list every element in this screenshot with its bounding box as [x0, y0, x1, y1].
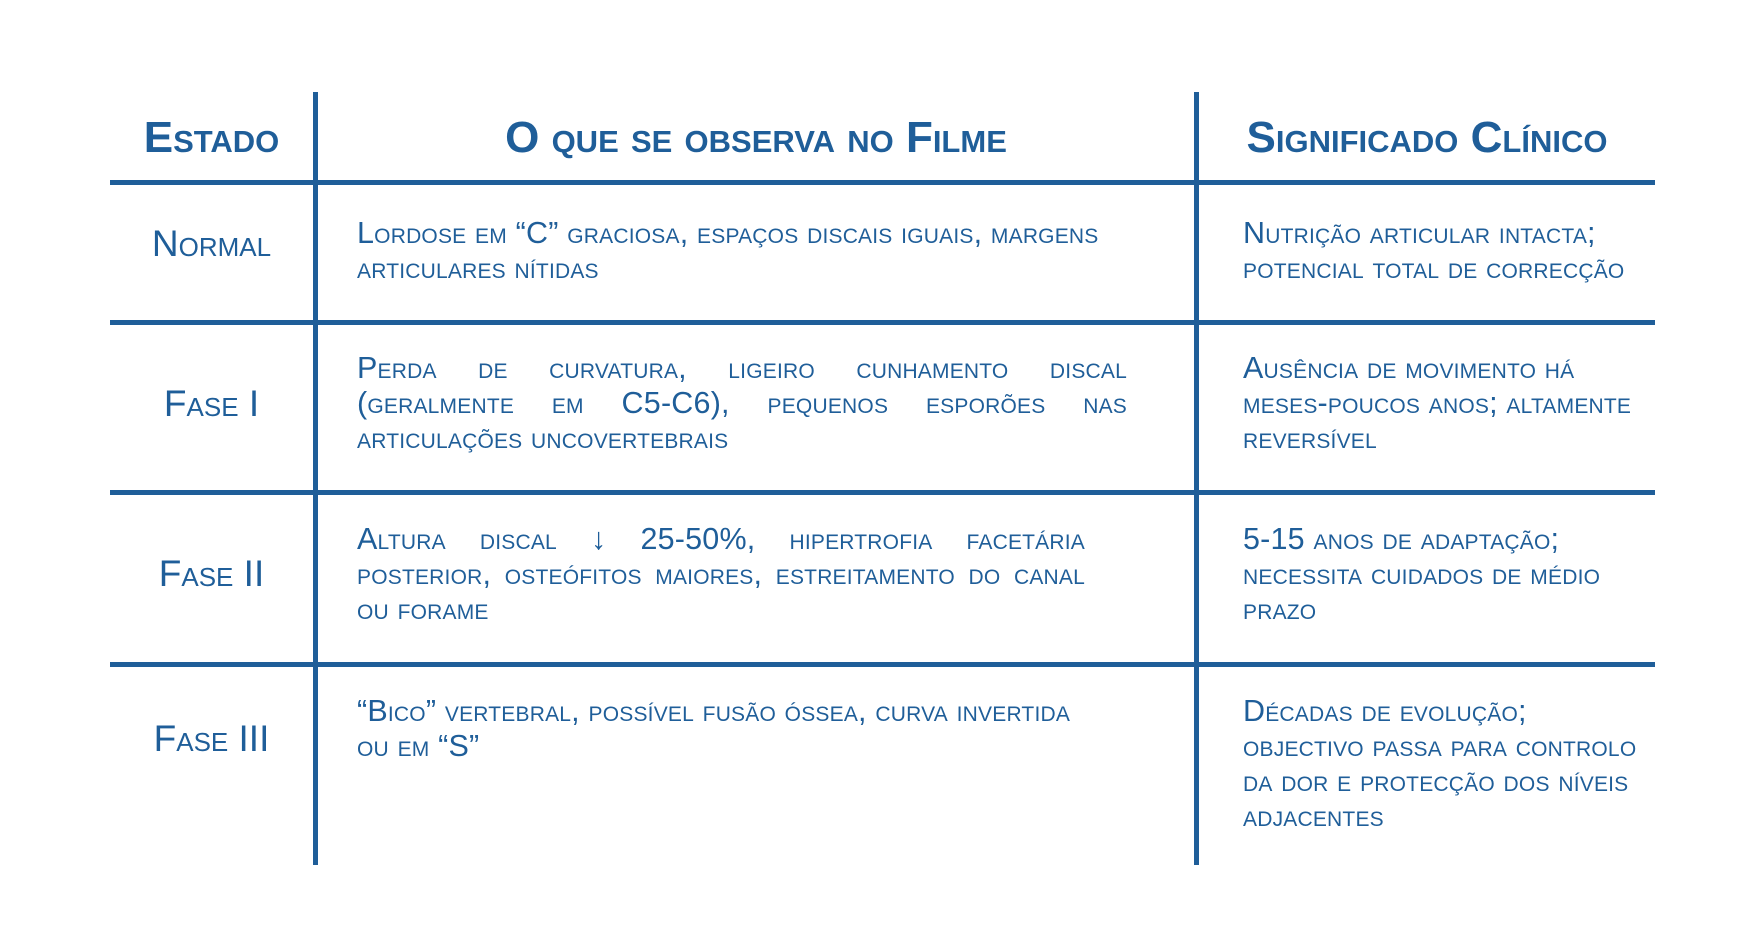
staging-table — [110, 92, 1655, 865]
row-divider-2 — [110, 490, 1655, 495]
column-divider-2 — [1194, 92, 1199, 865]
row-4-state: Fase III — [153, 718, 270, 759]
row-2-observation: Perda de curvatura, ligeiro cunhamento discal (geralmente em C5-C6), pequenos esporões nas articulações uncovertebrais — [357, 351, 1127, 455]
row-divider-1 — [110, 320, 1655, 325]
row-4-significance: Décadas de evolução; objectivo passa para controlo da dor e protecção dos níveis adjacentes — [1243, 694, 1637, 833]
row-4-observation: “Bico” vertebral, possível fusão óssea, curva invertida ou em “S” — [357, 694, 1071, 763]
row-2-state: Fase I — [163, 383, 260, 424]
column-divider-1 — [313, 92, 318, 865]
row-3-observation: Altura discal ↓ 25-50%, hipertrofia facetária posterior, osteófitos maiores, estreitamento do canal ou forame — [357, 522, 1085, 626]
row-divider-3 — [110, 662, 1655, 667]
header-divider — [110, 180, 1655, 185]
row-3-significance: 5-15 anos de adaptação; necessita cuidados de médio prazo — [1243, 522, 1601, 626]
header-observation: O que se observa no Filme — [505, 113, 1007, 162]
row-1-state: Normal — [151, 223, 272, 264]
row-1-significance: Nutrição articular intacta; potencial total de correcção — [1243, 216, 1625, 285]
header-significance: Significado Clínico — [1246, 113, 1608, 162]
row-1-observation: Lordose em “C” graciosa, espaços discais iguais, margens articulares nítidas — [357, 216, 1099, 285]
header-state: Estado — [143, 113, 280, 162]
row-3-state: Fase II — [158, 553, 265, 594]
row-2-significance: Ausência de movimento há meses-poucos anos; altamente reversível — [1243, 351, 1632, 455]
